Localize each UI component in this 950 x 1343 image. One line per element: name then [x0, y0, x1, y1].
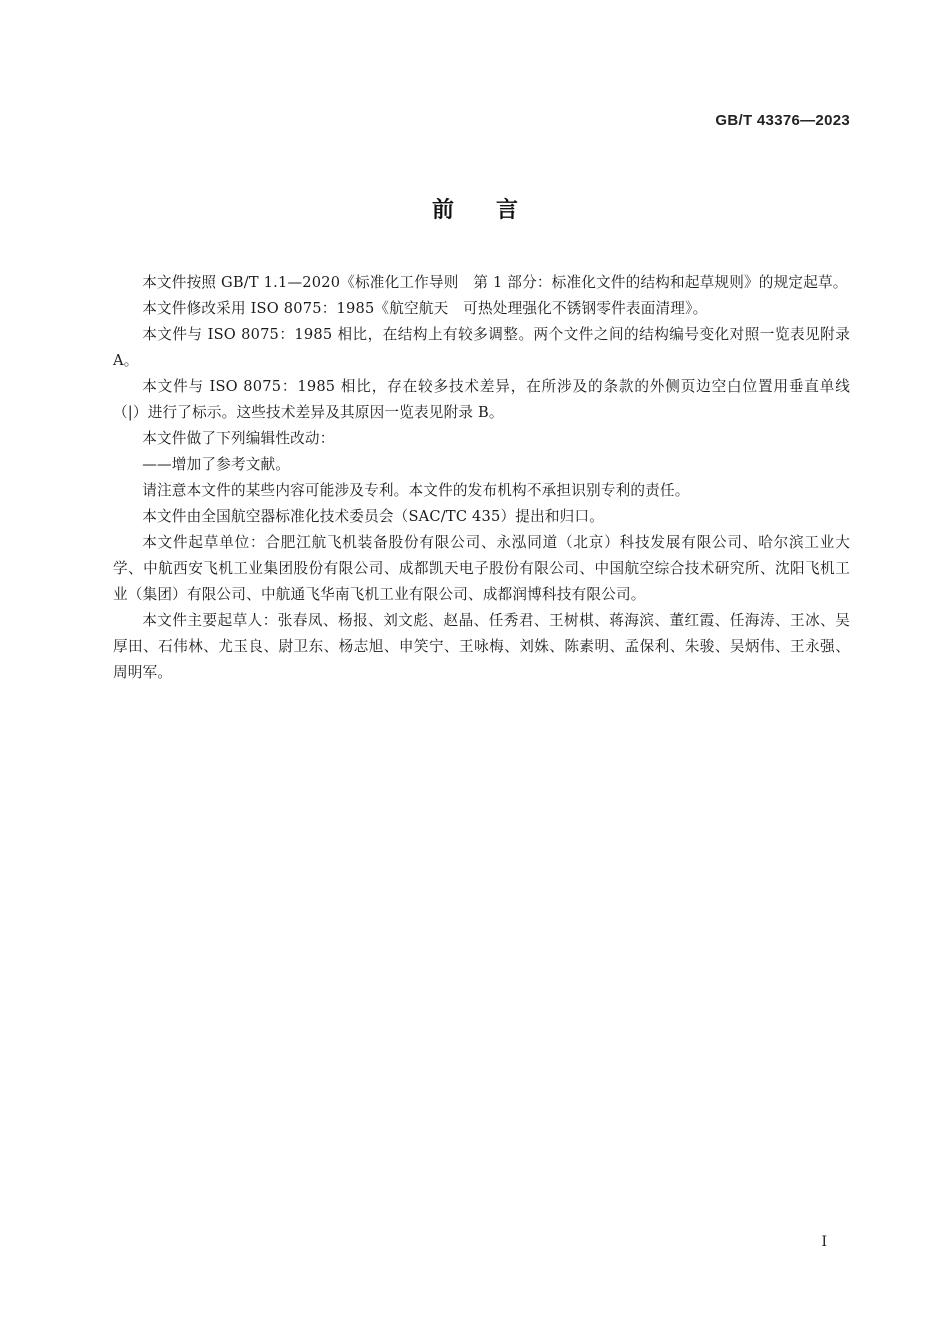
paragraph: 本文件与 ISO 8075：1985 相比，存在较多技术差异，在所涉及的条款的外侧页边空白位置用垂直单线（|）进行了标示。这些技术差异及其原因一览表见附录 B。	[113, 378, 850, 421]
paragraph: 本文件与 ISO 8075：1985 相比，在结构上有较多调整。两个文件之间的结构编号变化对照一览表见附录 A。	[113, 326, 850, 369]
document-body	[113, 270, 850, 686]
standard-number: GB/T 43376—2023	[715, 112, 850, 129]
paragraph: 请注意本文件的某些内容可能涉及专利。本文件的发布机构不承担识别专利的责任。	[142, 482, 690, 499]
paragraph: 本文件起草单位：合肥江航飞机装备股份有限公司、永泓同道（北京）科技发展有限公司、哈尔滨工业大学、中航西安飞机工业集团股份有限公司、成都凯天电子股份有限公司、中国航空综合技术研究所、沈阳飞机工业（集团）有限公司、中航通飞华南飞机工业有限公司、成都润博科技有限公司。	[113, 534, 850, 603]
list-item: ——增加了参考文献。	[142, 456, 291, 473]
paragraph: 本文件由全国航空器标准化技术委员会（SAC/TC 435）提出和归口。	[142, 508, 605, 525]
page-title: 前言	[431, 198, 560, 223]
paragraph: 本文件主要起草人：张春凤、杨报、刘文彪、赵晶、任秀君、王树棋、蒋海滨、董红霞、任海涛、王冰、吴厚田、石伟林、尤玉良、尉卫东、杨志旭、申笑宁、王咏梅、刘姝、陈素明、孟保利、朱骏、吴炳伟、王永强、周明军。	[113, 612, 850, 681]
paragraph: 本文件修改采用 ISO 8075：1985《航空航天 可热处理强化不锈钢零件表面清理》。	[142, 300, 708, 317]
page-number: I	[821, 1234, 827, 1250]
paragraph: 本文件按照 GB/T 1.1—2020《标准化工作导则 第 1 部分：标准化文件的结构和起草规则》的规定起草。	[142, 274, 848, 291]
paragraph: 本文件做了下列编辑性改动：	[142, 430, 335, 447]
